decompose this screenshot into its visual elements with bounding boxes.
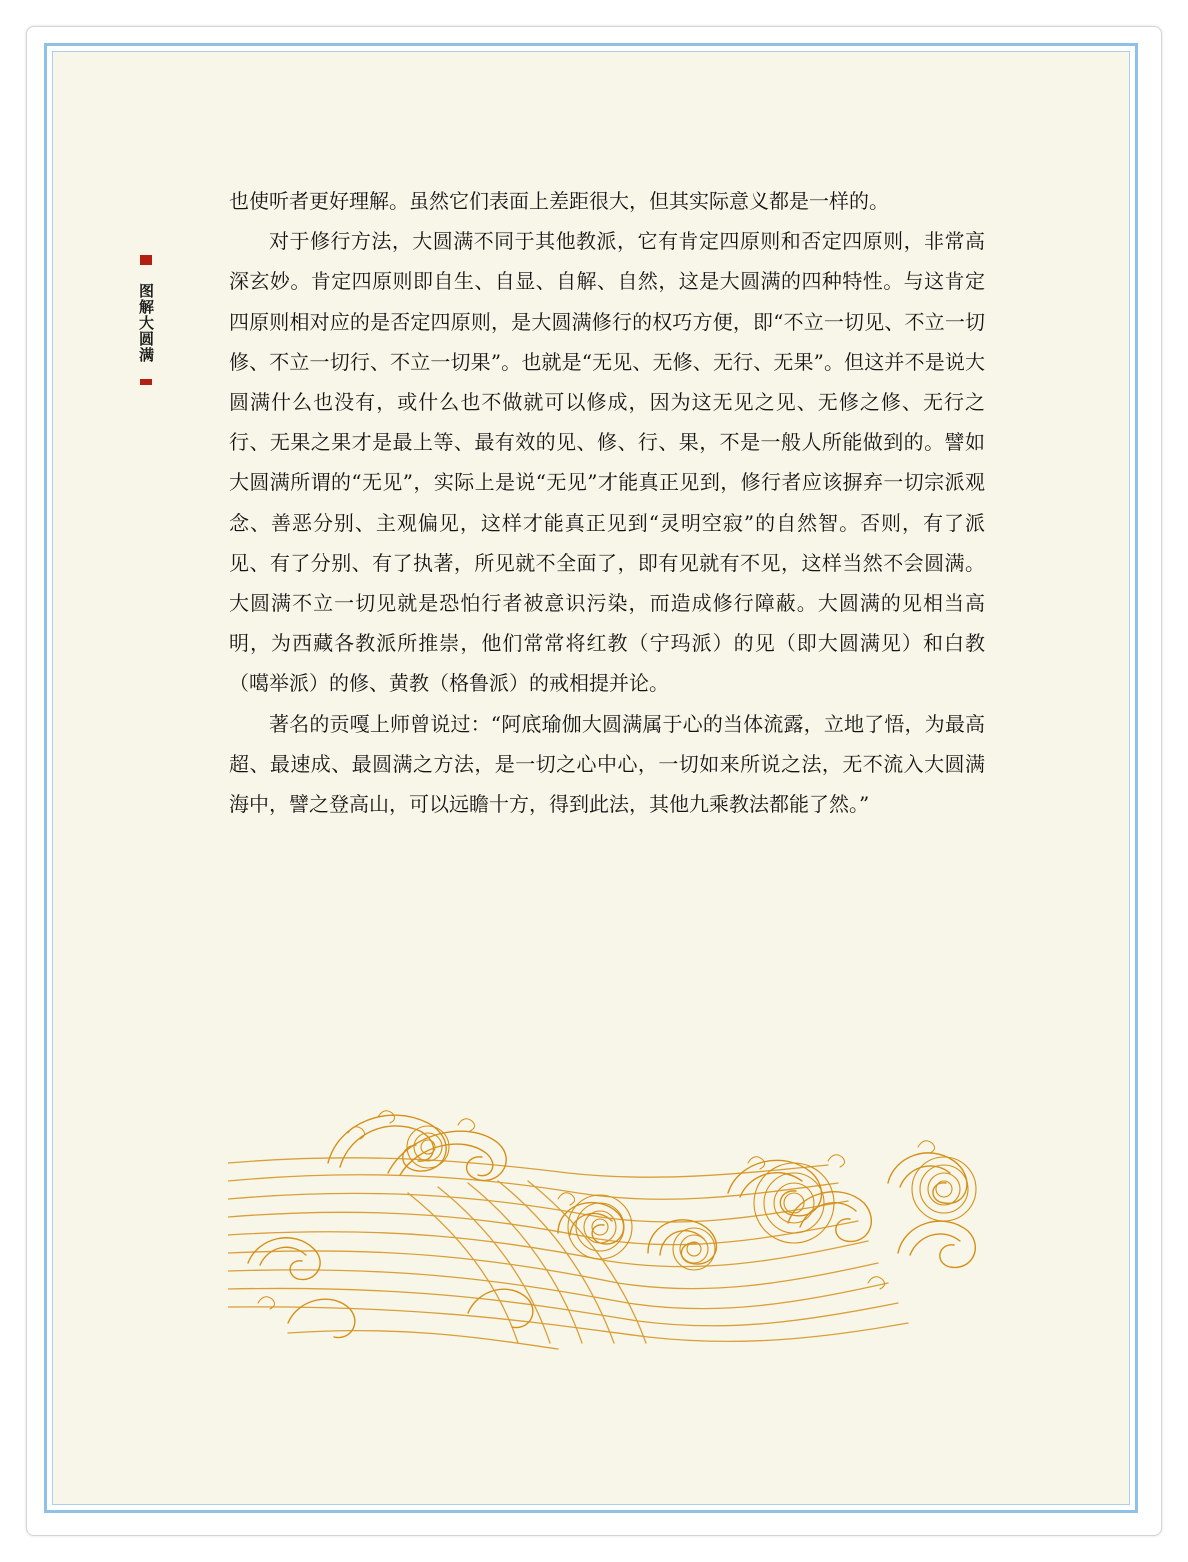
side-marker-top [140,255,152,265]
body-text [229,181,985,824]
side-tab [135,255,157,385]
side-title: 图解大圆满 [137,283,155,363]
wave-ornament [228,1103,984,1355]
side-marker-bottom [140,379,152,385]
paragraph-continuation: 也使听者更好理解。虽然它们表面上差距很大，但其实际意义都是一样的。 [229,189,889,213]
paragraph-practice-methods: 对于修行方法，大圆满不同于其他教派，它有肯定四原则和否定四原则，非常高深玄妙。肯定四原则即自生、自显、自解、自然，这是大圆满的四种特性。与这肯定四原则相对应的是否定四原则，是大圆满修行的权巧方便，即“不立一切见、不立一切修、不立一切行、不立一切果”。也就是“无见、无修、无行、无果”。但这并不是说大圆满什么也没有，或什么也不做就可以修成，因为这无见之见、无修之修、无行之行、无果之果才是最上等、最有效的见、修、行、果，不是一般人所能做到的。譬如大圆满所谓的“无见”，实际上是说“无见”才能真正见到，修行者应该摒弃一切宗派观念、善恶分别、主观偏见，这样才能真正见到“灵明空寂”的自然智。否则，有了派见、有了分别、有了执著，所见就不全面了，即有见就有不见，这样当然不会圆满。大圆满不立一切见就是恐怕行者被意识污染，而造成修行障蔽。大圆满的见相当高明，为西藏各教派所推崇，他们常常将红教（宁玛派）的见（即大圆满见）和白教（噶举派）的修、黄教（格鲁派）的戒相提并论。 [229,229,985,696]
paragraph-quote: 著名的贡嘎上师曾说过：“阿底瑜伽大圆满属于心的当体流露，立地了悟，为最高超、最速成、最圆满之方法，是一切之心中心，一切如来所说之法，无不流入大圆满海中，譬之登高山，可以远瞻十方，得到此法，其他九乘教法都能了然。” [229,711,985,817]
